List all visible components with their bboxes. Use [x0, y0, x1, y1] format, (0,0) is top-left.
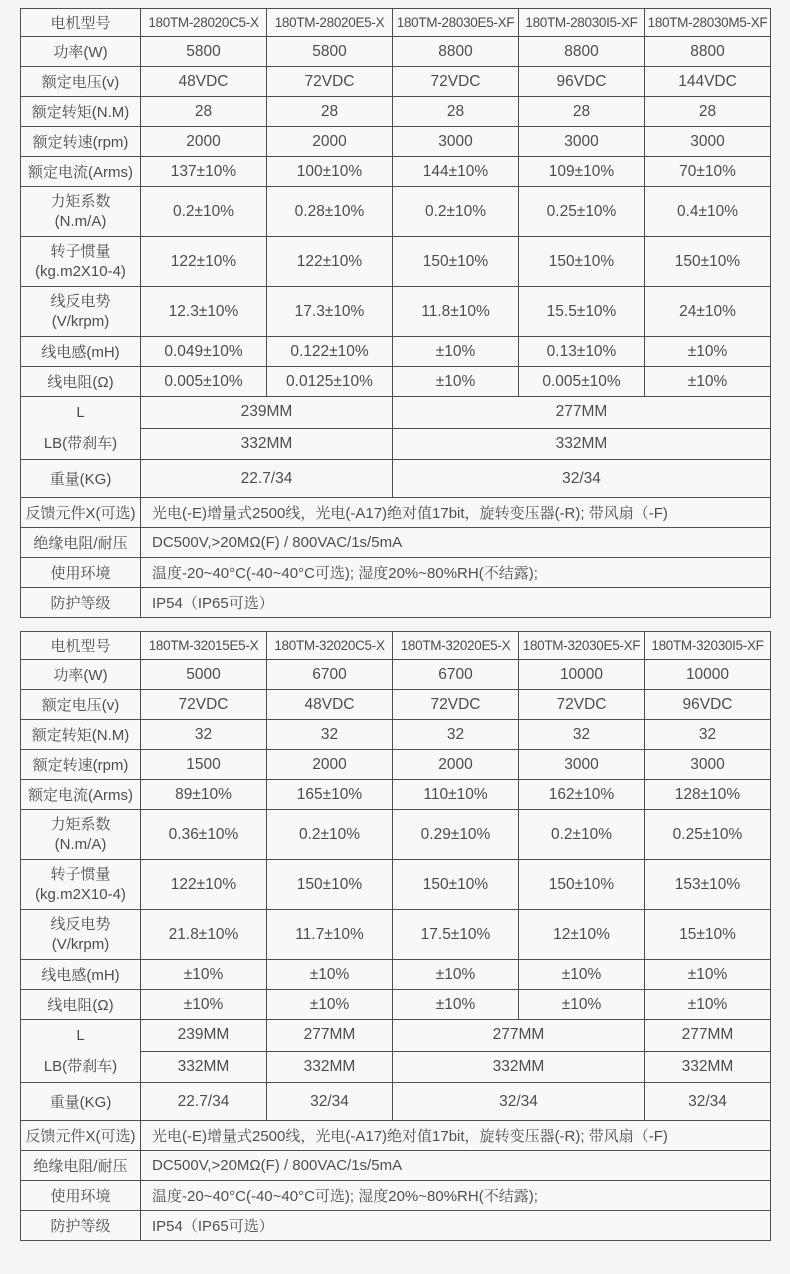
spec-value-cell: 0.2±10% — [393, 187, 519, 237]
table-row — [21, 498, 771, 528]
spec-value-cell: 32/34 — [393, 460, 771, 498]
spec-value-cell: IP54（IP65可选） — [141, 588, 771, 618]
row-label: 使用环境 — [21, 558, 141, 588]
spec-value-cell: 72VDC — [267, 67, 393, 97]
spec-value-cell: 72VDC — [393, 690, 519, 720]
spec-value-cell: 0.2±10% — [267, 810, 393, 860]
spec-value-cell: 109±10% — [519, 157, 645, 187]
table-row — [21, 97, 771, 127]
spec-value-cell: 光电(-E)增量式2500线，光电(-A17)绝对值17bit，旋转变压器(-R); 带风扇（-F) — [141, 1121, 771, 1151]
spec-value-cell: 5800 — [141, 37, 267, 67]
spec-value-cell: 2000 — [267, 750, 393, 780]
row-label-line: LB(带刹车) — [43, 1058, 118, 1075]
spec-value-cell: 5800 — [267, 37, 393, 67]
row-label: 线电感(mH) — [21, 337, 141, 367]
spec-value-cell: 8800 — [645, 37, 771, 67]
spec-value-cell: ±10% — [519, 990, 645, 1020]
spec-value-cell: 3000 — [645, 750, 771, 780]
spec-value-cell: 72VDC — [393, 67, 519, 97]
row-label-line: (V/krpm) — [51, 935, 110, 953]
table-row — [21, 237, 771, 287]
model-name-cell: 180TM-32030E5-XF — [519, 632, 645, 660]
row-label-line: (kg.m2X10-4) — [35, 262, 126, 280]
row-label — [21, 910, 141, 960]
spec-value-cell: 332MM — [393, 428, 771, 460]
spec-value-cell: 5000 — [141, 660, 267, 690]
spec-value-cell: ±10% — [393, 337, 519, 367]
spec-value-cell: 153±10% — [645, 860, 771, 910]
spec-value-cell: 239MM — [141, 397, 393, 429]
spec-value-cell: 11.8±10% — [393, 287, 519, 337]
model-name-cell: 180TM-28020E5-X — [267, 9, 393, 37]
spec-value-cell: 1500 — [141, 750, 267, 780]
spec-value-cell: 12.3±10% — [141, 287, 267, 337]
spec-value-cell: 277MM — [645, 1020, 771, 1052]
spec-value-cell: 277MM — [267, 1020, 393, 1052]
table-row — [21, 397, 771, 429]
spec-value-cell: 150±10% — [393, 237, 519, 287]
spec-value-cell: 21.8±10% — [141, 910, 267, 960]
spec-value-cell: 32 — [645, 720, 771, 750]
row-label: 功率(W) — [21, 37, 141, 67]
spec-value-cell: 32 — [141, 720, 267, 750]
spec-value-cell: 10000 — [645, 660, 771, 690]
spec-value-cell: ±10% — [645, 367, 771, 397]
table-row — [21, 1211, 771, 1241]
spec-value-cell: 3000 — [519, 750, 645, 780]
spec-value-cell: 28 — [519, 97, 645, 127]
spec-value-cell: 0.2±10% — [519, 810, 645, 860]
row-label: 额定电压(v) — [21, 690, 141, 720]
spec-value-cell: 0.29±10% — [393, 810, 519, 860]
spec-value-cell: 150±10% — [519, 860, 645, 910]
model-name-cell: 180TM-32015E5-X — [141, 632, 267, 660]
row-label-line: 力矩系数 — [50, 815, 111, 833]
row-label-line: 线反电势 — [50, 292, 111, 310]
spec-value-cell: ±10% — [141, 990, 267, 1020]
row-label — [21, 187, 141, 237]
row-label: 使用环境 — [21, 1181, 141, 1211]
spec-value-cell: 6700 — [393, 660, 519, 690]
model-name-cell: 180TM-32020C5-X — [267, 632, 393, 660]
model-name-cell: 180TM-28020C5-X — [141, 9, 267, 37]
row-label: 额定电压(v) — [21, 67, 141, 97]
spec-value-cell: 150±10% — [393, 860, 519, 910]
spec-value-cell: DC500V,>20MΩ(F) / 800VAC/1s/5mA — [141, 1151, 771, 1181]
spec-tables-container — [20, 8, 770, 1241]
spec-value-cell: ±10% — [267, 960, 393, 990]
spec-value-cell: 48VDC — [267, 690, 393, 720]
spec-value-cell: 24±10% — [645, 287, 771, 337]
spec-value-cell: 28 — [141, 97, 267, 127]
spec-value-cell: 0.25±10% — [519, 187, 645, 237]
spec-value-cell: 光电(-E)增量式2500线，光电(-A17)绝对值17bit，旋转变压器(-R); 带风扇（-F) — [141, 498, 771, 528]
table-row — [21, 960, 771, 990]
spec-value-cell: 32 — [393, 720, 519, 750]
table-row — [21, 1181, 771, 1211]
spec-value-cell: 122±10% — [141, 237, 267, 287]
spec-value-cell: 122±10% — [141, 860, 267, 910]
table-row — [21, 67, 771, 97]
spec-value-cell: 3000 — [645, 127, 771, 157]
model-name-cell: 180TM-28030M5-XF — [645, 9, 771, 37]
table-row — [21, 690, 771, 720]
spec-value-cell: 144VDC — [645, 67, 771, 97]
spec-value-cell: 96VDC — [645, 690, 771, 720]
row-label: 额定电流(Arms) — [21, 157, 141, 187]
spec-value-cell: 332MM — [393, 1051, 645, 1083]
spec-value-cell: 277MM — [393, 397, 771, 429]
spec-value-cell: 48VDC — [141, 67, 267, 97]
spec-value-cell: 2000 — [393, 750, 519, 780]
row-label-line: (kg.m2X10-4) — [35, 885, 126, 903]
spec-value-cell: 2000 — [267, 127, 393, 157]
table-row — [21, 1020, 771, 1052]
row-label-line: 转子惯量 — [50, 865, 111, 883]
table-row — [21, 1121, 771, 1151]
row-label: 额定转矩(N.M) — [21, 97, 141, 127]
row-label: 反馈元件X(可选) — [21, 1121, 141, 1151]
spec-value-cell: ±10% — [267, 990, 393, 1020]
spec-value-cell: 15.5±10% — [519, 287, 645, 337]
model-name-cell: 180TM-32020E5-X — [393, 632, 519, 660]
spec-value-cell: 277MM — [393, 1020, 645, 1052]
row-label: 线电阻(Ω) — [21, 367, 141, 397]
spec-value-cell: 70±10% — [645, 157, 771, 187]
row-label — [21, 237, 141, 287]
table-row — [21, 750, 771, 780]
spec-value-cell: 8800 — [393, 37, 519, 67]
spec-value-cell: 2000 — [141, 127, 267, 157]
spec-value-cell: 239MM — [141, 1020, 267, 1052]
spec-value-cell: 17.3±10% — [267, 287, 393, 337]
spec-value-cell: 150±10% — [267, 860, 393, 910]
spec-value-cell: 122±10% — [267, 237, 393, 287]
spec-value-cell: 10000 — [519, 660, 645, 690]
table-row — [21, 660, 771, 690]
spec-value-cell: DC500V,>20MΩ(F) / 800VAC/1s/5mA — [141, 528, 771, 558]
spec-value-cell: 0.049±10% — [141, 337, 267, 367]
spec-value-cell: ±10% — [519, 960, 645, 990]
row-label — [21, 860, 141, 910]
row-label: 重量(KG) — [21, 460, 141, 498]
table-row — [21, 810, 771, 860]
table-row — [21, 632, 771, 660]
row-label-line: 转子惯量 — [50, 242, 111, 260]
row-label-line: (N.m/A) — [54, 835, 107, 853]
spec-value-cell: 3000 — [393, 127, 519, 157]
row-label: 额定转速(rpm) — [21, 127, 141, 157]
table-row — [21, 1151, 771, 1181]
spec-value-cell: 165±10% — [267, 780, 393, 810]
row-label — [21, 287, 141, 337]
spec-value-cell: 32 — [519, 720, 645, 750]
spec-value-cell: 332MM — [267, 1051, 393, 1083]
spec-value-cell: 100±10% — [267, 157, 393, 187]
spec-value-cell: 15±10% — [645, 910, 771, 960]
table-row — [21, 990, 771, 1020]
motor-spec-table-2 — [20, 631, 771, 1241]
table-row — [21, 558, 771, 588]
spec-value-cell: 332MM — [645, 1051, 771, 1083]
spec-value-cell: ±10% — [645, 337, 771, 367]
row-label: 防护等级 — [21, 588, 141, 618]
model-name-cell: 180TM-28030I5-XF — [519, 9, 645, 37]
table-row — [21, 910, 771, 960]
table-row — [21, 1083, 771, 1121]
spec-value-cell: 32/34 — [267, 1083, 393, 1121]
row-label — [21, 810, 141, 860]
spec-value-cell: 72VDC — [141, 690, 267, 720]
spec-value-cell: ±10% — [645, 990, 771, 1020]
spec-value-cell: 0.28±10% — [267, 187, 393, 237]
table-row — [21, 720, 771, 750]
table-row — [21, 460, 771, 498]
spec-value-cell: 12±10% — [519, 910, 645, 960]
spec-value-cell: 150±10% — [519, 237, 645, 287]
motor-spec-table-1 — [20, 8, 771, 618]
table-row — [21, 287, 771, 337]
row-label: 绝缘电阻/耐压 — [21, 528, 141, 558]
spec-value-cell: 32/34 — [645, 1083, 771, 1121]
table-row — [21, 127, 771, 157]
spec-value-cell: 332MM — [141, 1051, 267, 1083]
row-label-line: L — [76, 404, 85, 421]
row-label-line: 力矩系数 — [50, 192, 111, 210]
row-label: 电机型号 — [21, 9, 141, 37]
table-row — [21, 157, 771, 187]
table-row — [21, 860, 771, 910]
row-label: 额定转速(rpm) — [21, 750, 141, 780]
spec-value-cell: 3000 — [519, 127, 645, 157]
spec-value-cell: 96VDC — [519, 67, 645, 97]
spec-value-cell: IP54（IP65可选） — [141, 1211, 771, 1241]
row-label-line: (N.m/A) — [54, 212, 107, 230]
row-label-line: 线反电势 — [50, 915, 111, 933]
table-row — [21, 9, 771, 37]
spec-value-cell: 28 — [267, 97, 393, 127]
row-label: 线电阻(Ω) — [21, 990, 141, 1020]
row-label-line: (V/krpm) — [51, 312, 110, 330]
row-label: 绝缘电阻/耐压 — [21, 1151, 141, 1181]
model-name-cell: 180TM-28030E5-XF — [393, 9, 519, 37]
spec-value-cell: 0.4±10% — [645, 187, 771, 237]
row-label: 功率(W) — [21, 660, 141, 690]
spec-value-cell: 8800 — [519, 37, 645, 67]
spec-value-cell: 0.25±10% — [645, 810, 771, 860]
table-row — [21, 528, 771, 558]
row-label: 线电感(mH) — [21, 960, 141, 990]
spec-value-cell: 72VDC — [519, 690, 645, 720]
spec-value-cell: 0.0125±10% — [267, 367, 393, 397]
spec-value-cell: 332MM — [141, 428, 393, 460]
spec-value-cell: 137±10% — [141, 157, 267, 187]
model-name-cell: 180TM-32030I5-XF — [645, 632, 771, 660]
spec-value-cell: 0.36±10% — [141, 810, 267, 860]
table-row — [21, 588, 771, 618]
row-label-line: L — [76, 1027, 85, 1044]
spec-value-cell: 0.005±10% — [519, 367, 645, 397]
spec-value-cell: 89±10% — [141, 780, 267, 810]
table-row — [21, 780, 771, 810]
spec-value-cell: 128±10% — [645, 780, 771, 810]
spec-value-cell: 11.7±10% — [267, 910, 393, 960]
spec-value-cell: ±10% — [393, 990, 519, 1020]
spec-value-cell: 150±10% — [645, 237, 771, 287]
row-label: 额定电流(Arms) — [21, 780, 141, 810]
row-label: 重量(KG) — [21, 1083, 141, 1121]
spec-value-cell: 0.122±10% — [267, 337, 393, 367]
table-row — [21, 37, 771, 67]
row-label: 反馈元件X(可选) — [21, 498, 141, 528]
spec-value-cell: 144±10% — [393, 157, 519, 187]
table-row — [21, 367, 771, 397]
spec-value-cell: 6700 — [267, 660, 393, 690]
spec-value-cell: 0.13±10% — [519, 337, 645, 367]
spec-value-cell: ±10% — [393, 960, 519, 990]
row-label — [21, 397, 141, 460]
spec-value-cell: 温度-20~40°C(-40~40°C可选); 湿度20%~80%RH(不结露); — [141, 558, 771, 588]
spec-value-cell: 0.2±10% — [141, 187, 267, 237]
row-label: 额定转矩(N.M) — [21, 720, 141, 750]
spec-value-cell: 温度-20~40°C(-40~40°C可选); 湿度20%~80%RH(不结露); — [141, 1181, 771, 1211]
spec-value-cell: 32 — [267, 720, 393, 750]
row-label-line: LB(带刹车) — [43, 435, 118, 452]
row-label: 防护等级 — [21, 1211, 141, 1241]
row-label — [21, 1020, 141, 1083]
spec-value-cell: 17.5±10% — [393, 910, 519, 960]
spec-value-cell: 32/34 — [393, 1083, 645, 1121]
spec-value-cell: ±10% — [393, 367, 519, 397]
row-label: 电机型号 — [21, 632, 141, 660]
spec-value-cell: 22.7/34 — [141, 1083, 267, 1121]
spec-value-cell: 28 — [393, 97, 519, 127]
spec-value-cell: 28 — [645, 97, 771, 127]
table-row — [21, 187, 771, 237]
table-row — [21, 337, 771, 367]
spec-value-cell: 162±10% — [519, 780, 645, 810]
spec-value-cell: 22.7/34 — [141, 460, 393, 498]
spec-value-cell: 0.005±10% — [141, 367, 267, 397]
spec-value-cell: 110±10% — [393, 780, 519, 810]
spec-value-cell: ±10% — [141, 960, 267, 990]
spec-value-cell: ±10% — [645, 960, 771, 990]
